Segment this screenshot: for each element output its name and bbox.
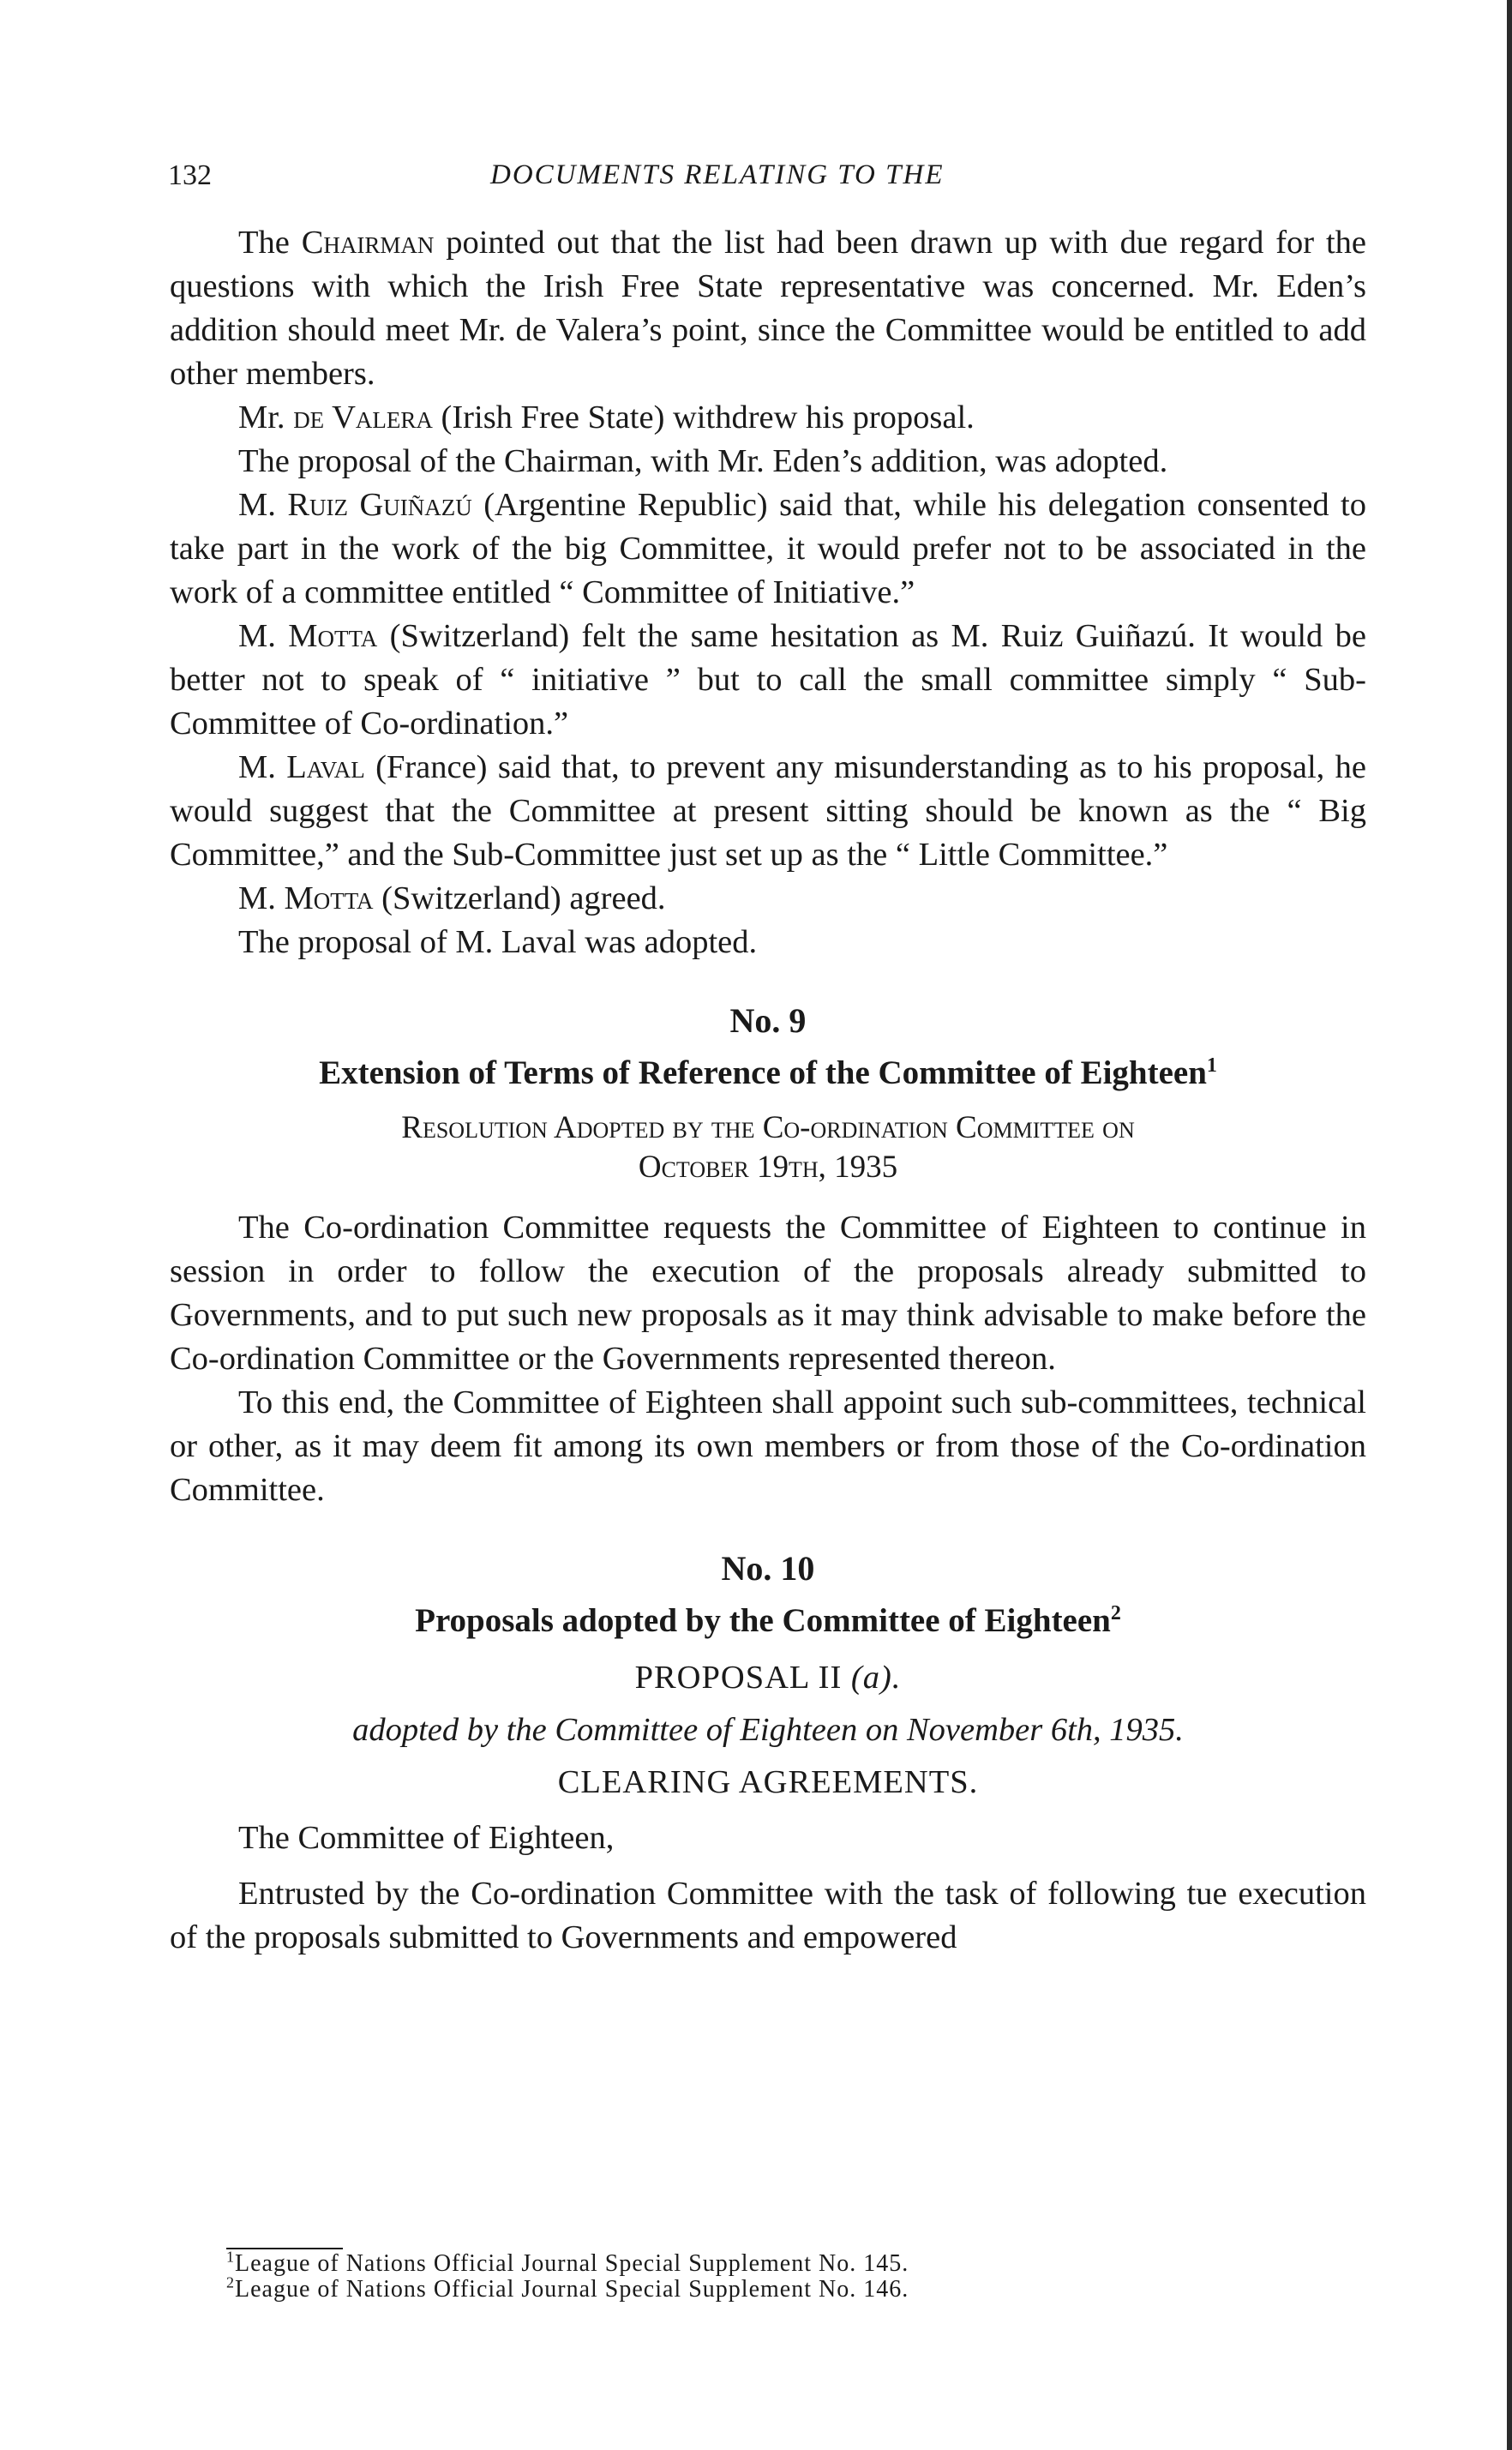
section-number: No. 9 bbox=[729, 1001, 807, 1040]
resolution-paragraph: To this end, the Committee of Eighteen shall appoint such sub-committees, technical or other, as it may deem fit among its own members or from those of the Co-ordination Committee. bbox=[170, 1384, 1366, 1508]
speaker-name: de Valera bbox=[293, 399, 433, 435]
paragraph-laval-adopted: The proposal of M. Laval was adopted. bbox=[238, 924, 758, 960]
resolution-paragraph: The Co-ordination Committee requests the Committee of Eighteen to continue in session in order to follow the execution of the proposals already submitted to Governments, and to put such new proposals as it may think advisable to make before the Co-ordination Committee or the Governments represented thereon. bbox=[170, 1210, 1366, 1377]
section-title bbox=[170, 1599, 1366, 1642]
section-number: No. 10 bbox=[721, 1549, 815, 1588]
paragraph-text: (France) said that, to prevent any misunderstanding as to his proposal, he would suggest that the Committee at present sitting should be known as the “ Big Committee,” and the Sub-Committee just set up as the “ Little Committee.” bbox=[170, 749, 1366, 873]
paragraph-lead: The bbox=[238, 225, 302, 261]
footnote-mark: 1 bbox=[226, 2248, 235, 2266]
resolution-heading-date: October 19th, 1935 bbox=[638, 1150, 898, 1185]
proposal-paragraph: Entrusted by the Co-ordination Committee with the task of following tue execution of the proposals submitted to Governments and empowered bbox=[170, 1876, 1366, 1955]
footnote-rule bbox=[226, 2248, 343, 2249]
committee-line: The Committee of Eighteen, bbox=[238, 1820, 615, 1856]
section-title-text: Extension of Terms of Reference of the Committee of Eighteen bbox=[319, 1054, 1207, 1091]
paragraph-text: (Irish Free State) withdrew his proposal. bbox=[432, 399, 975, 435]
page-edge bbox=[1507, 0, 1512, 2450]
speaker-name: Laval bbox=[286, 749, 365, 785]
proposal-label bbox=[170, 1656, 1366, 1700]
subheading: CLEARING AGREEMENTS. bbox=[557, 1764, 979, 1800]
running-head: DOCUMENTS RELATING TO THE bbox=[490, 159, 945, 190]
page-header bbox=[168, 159, 1368, 202]
paragraph-laval bbox=[170, 746, 1366, 877]
paragraph-lead: Mr. bbox=[238, 399, 294, 435]
paragraph-adopted-eden: The proposal of the Chairman, with Mr. Eden’s addition, was adopted. bbox=[238, 443, 1168, 479]
speaker-name: Motta bbox=[288, 618, 378, 654]
paragraph-de-valera bbox=[170, 396, 1366, 440]
footnote bbox=[170, 2273, 1366, 2303]
page-body bbox=[170, 221, 1366, 1960]
page-number: 132 bbox=[168, 159, 212, 191]
footnote-ref: 2 bbox=[1110, 1602, 1121, 1624]
speaker-name: Chairman bbox=[301, 225, 435, 261]
footnote-mark: 2 bbox=[226, 2273, 235, 2291]
footnote-text: League of Nations Official Journal Special Supplement No. 145. bbox=[235, 2250, 909, 2277]
paragraph-lead: M. bbox=[238, 749, 287, 785]
paragraph-lead: M. bbox=[238, 880, 285, 916]
proposal-label-suffix: (a). bbox=[850, 1660, 902, 1696]
paragraph-lead: M. bbox=[238, 487, 288, 523]
paragraph-text: pointed out that the list had been drawn up with due regard for the questions with which the Irish Free State representative was concerned. Mr. Eden’s addition should meet Mr. de Valera’s point, since the Committee would be entitled to add other members. bbox=[170, 225, 1366, 392]
resolution-heading bbox=[170, 1108, 1366, 1187]
footnote bbox=[170, 2248, 1366, 2277]
speaker-name: Ruiz Guiñazú bbox=[287, 487, 472, 523]
paragraph-text: (Switzerland) agreed. bbox=[373, 880, 666, 916]
paragraph-motta-agreed bbox=[170, 877, 1366, 921]
speaker-name: Motta bbox=[284, 880, 374, 916]
paragraph-text: (Argentine Republic) said that, while his delegation consented to take part in the work of the big Committee, it would prefer not to be associated in the work of a committee entitled “ Committee of Initiative.” bbox=[170, 487, 1366, 610]
section-title-text: Proposals adopted by the Committee of Eighteen bbox=[415, 1602, 1111, 1639]
paragraph-text: (Switzerland) felt the same hesitation as M. Ruiz Guiñazú. It would be better not to speak of “ initiative ” but to call the small committee simply “ Sub-Committee of Co-ordination.” bbox=[170, 618, 1367, 742]
footnotes bbox=[170, 2248, 1366, 2303]
paragraph-lead: M. bbox=[238, 618, 289, 654]
footnote-ref: 1 bbox=[1206, 1054, 1217, 1077]
proposal-label-text: PROPOSAL II bbox=[634, 1660, 851, 1696]
paragraph-ruiz-guinazu bbox=[170, 483, 1366, 615]
paragraph-motta bbox=[170, 615, 1366, 746]
footnote-text: League of Nations Official Journal Special Supplement No. 146. bbox=[235, 2276, 909, 2303]
resolution-heading-line: Resolution Adopted by the Co-ordination Committee on bbox=[401, 1110, 1135, 1145]
section-title bbox=[170, 1051, 1366, 1095]
paragraph-chairman bbox=[170, 221, 1366, 396]
adopted-date-line: adopted by the Committee of Eighteen on November 6th, 1935. bbox=[352, 1712, 1184, 1748]
